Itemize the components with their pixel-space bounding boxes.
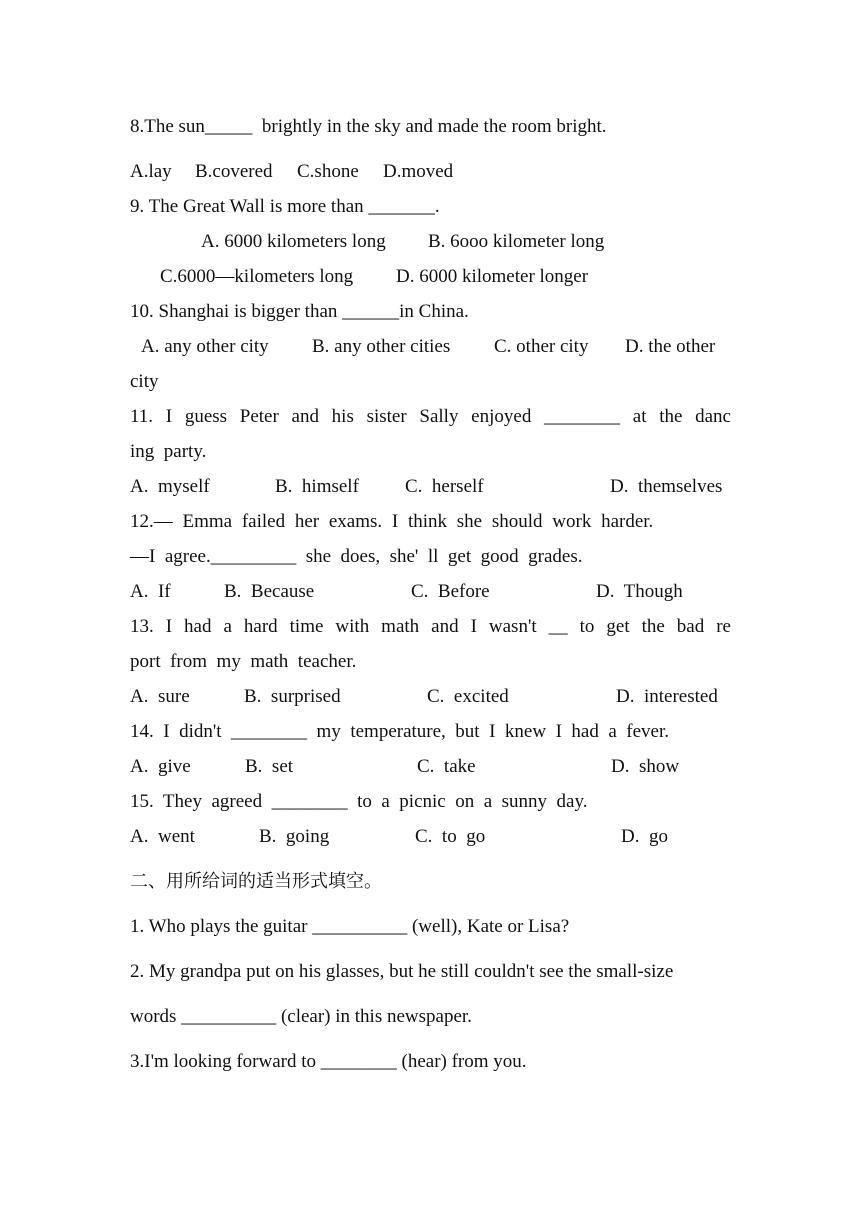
- q14-option-b: B. set: [245, 756, 294, 777]
- q10-option-c: C. other city: [494, 336, 589, 357]
- q8-option-c: C.shone: [297, 161, 359, 182]
- section-2-heading: 二、用所给词的适当形式填空。: [130, 871, 382, 892]
- q8-option-d: D.moved: [383, 161, 454, 182]
- question-11-stem-line2: ing party.: [130, 441, 207, 462]
- question-10-stem: 10. Shanghai is bigger than ______in China.: [130, 301, 469, 322]
- q11-option-a: A. myself: [130, 476, 210, 497]
- question-12-stem-line1: 12.— Emma failed her exams. I think she should work harder.: [130, 511, 654, 532]
- q13-option-c: C. excited: [427, 686, 509, 707]
- q12-option-a: A. If: [130, 581, 171, 602]
- fill-blank-item-1: 1. Who plays the guitar __________ (well), Kate or Lisa?: [130, 916, 570, 937]
- q10-option-a: A. any other city: [141, 336, 269, 357]
- q15-option-d: D. go: [621, 826, 668, 847]
- q13-option-d: D. interested: [616, 686, 718, 707]
- question-13-stem-line1: 13. I had a hard time with math and I wasn't __ to get the bad re: [130, 616, 731, 637]
- q10-option-d-wrap: city: [130, 371, 159, 392]
- q9-option-d: D. 6000 kilometer longer: [396, 266, 589, 287]
- q15-option-a: A. went: [130, 826, 195, 847]
- fill-blank-item-2-line1: 2. My grandpa put on his glasses, but he still couldn't see the small-size: [130, 961, 674, 982]
- question-14-stem: 14. I didn't ________ my temperature, but I knew I had a fever.: [130, 721, 669, 742]
- question-13-stem-line2: port from my math teacher.: [130, 651, 357, 672]
- q10-option-b: B. any other cities: [312, 336, 451, 357]
- question-9-stem: 9. The Great Wall is more than _______.: [130, 196, 440, 217]
- q12-option-d: D. Though: [596, 581, 683, 602]
- q8-option-b: B.covered: [195, 161, 273, 182]
- q11-option-d: D. themselves: [610, 476, 723, 497]
- q14-option-d: D. show: [611, 756, 680, 777]
- q15-option-c: C. to go: [415, 826, 486, 847]
- q13-option-b: B. surprised: [244, 686, 341, 707]
- q9-option-b: B. 6ooo kilometer long: [428, 231, 605, 252]
- q14-option-c: C. take: [417, 756, 476, 777]
- question-15-stem: 15. They agreed ________ to a picnic on a sunny day.: [130, 791, 588, 812]
- fill-blank-item-3: 3.I'm looking forward to ________ (hear) from you.: [130, 1051, 527, 1072]
- q14-option-a: A. give: [130, 756, 191, 777]
- question-8-stem: 8.The sun_____ brightly in the sky and made the room bright.: [130, 116, 607, 137]
- q9-option-a: A. 6000 kilometers long: [201, 231, 386, 252]
- q11-option-b: B. himself: [275, 476, 359, 497]
- q15-option-b: B. going: [259, 826, 330, 847]
- q12-option-c: C. Before: [411, 581, 490, 602]
- q9-option-c: C.6000—kilometers long: [160, 266, 354, 287]
- q8-option-a: A.lay: [130, 161, 172, 182]
- question-11-stem-line1: 11. I guess Peter and his sister Sally enjoyed ________ at the danc: [130, 406, 731, 427]
- q10-option-d: D. the other: [625, 336, 716, 357]
- fill-blank-item-2-line2: words __________ (clear) in this newspaper.: [130, 1006, 472, 1027]
- q11-option-c: C. herself: [405, 476, 484, 497]
- q13-option-a: A. sure: [130, 686, 190, 707]
- q12-option-b: B. Because: [224, 581, 315, 602]
- question-12-stem-line2: —I agree._________ she does, she' ll get good grades.: [130, 546, 583, 567]
